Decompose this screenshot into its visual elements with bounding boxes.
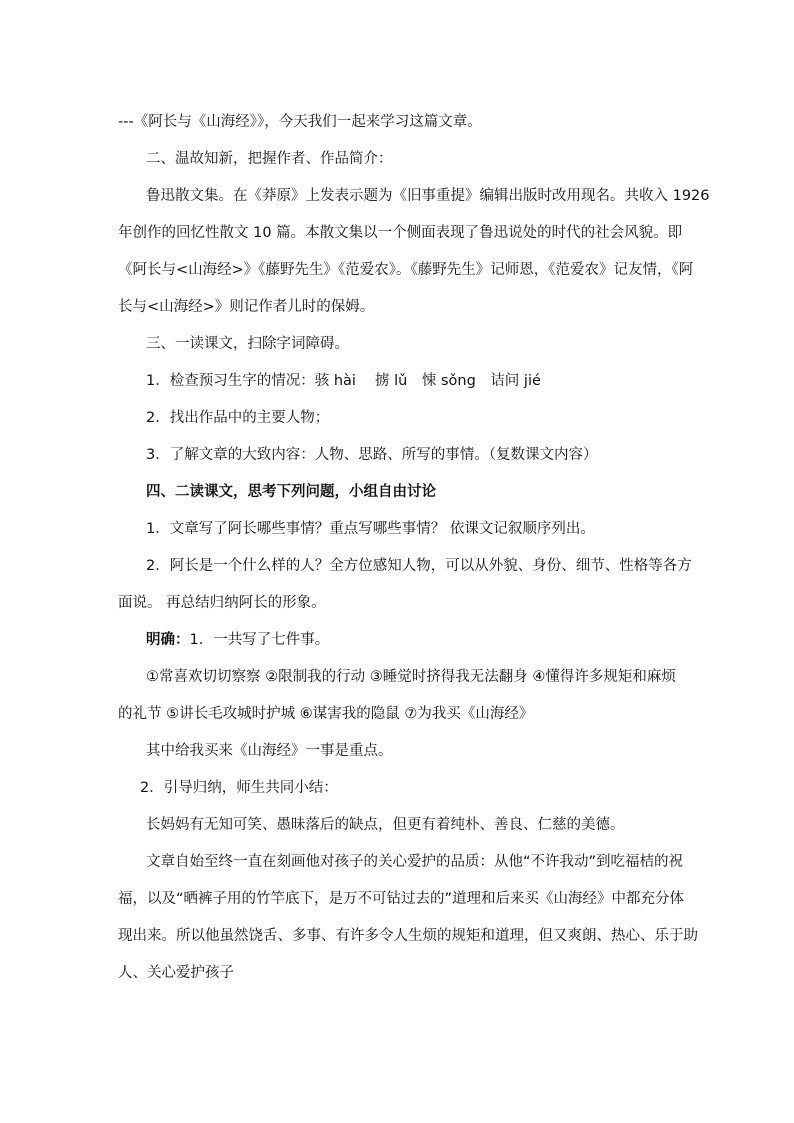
collection-intro-line-1: 鲁迅散文集。在《莽原》上发表示题为《旧事重提》编辑出版时改用现名。共收入 1926: [146, 188, 710, 204]
section-2-heading: 二、温故知新，把握作者、作品简介：: [146, 151, 393, 167]
events-list-line-1: ①常喜欢切切察察 ②限制我的行动 ③睡觉时挤得我无法翻身 ④懂得许多规矩和麻烦: [146, 669, 676, 685]
question-2-line-1: 2．阿长是一个什么样的人？全方位感知人物，可以从外貌、身份、细节、性格等各方: [146, 558, 692, 574]
answer-1-line: [146, 630, 329, 650]
collection-intro-line-2: 年创作的回忆性散文 10 篇。本散文集以一个侧面表现了鲁迅说处的时代的社会风貌。即: [118, 225, 683, 241]
summary-line-1: 长妈妈有无知可笑、愚昧落后的缺点，但更有着纯朴、善良、仁慈的美德。: [146, 817, 625, 833]
section-3-heading: 三、一读课文，扫除字词障碍。: [146, 336, 349, 352]
summary-line-3: 福，以及“晒裤子用的竹竿底下，是万不可钻过去的”道理和后来买《山海经》中都充分体: [118, 891, 685, 907]
content-item: 3．了解文章的大致内容：人物、思路、所写的事情。（复数课文内容）: [146, 447, 598, 463]
summary-line-4: 现出来。所以他虽然饶舌、多事、有许多令人生烦的规矩和道理，但又爽朗、热心、乐于助: [118, 928, 698, 944]
intro-line: ---《阿长与《山海经》》，今天我们一起来学习这篇文章。: [118, 114, 482, 130]
summary-line-2: 文章自始至终一直在刻画他对孩子的关心爱护的品质：从他“不许我动”到吃福桔的祝: [146, 854, 684, 870]
mingque-label: 明确：: [146, 632, 190, 648]
answer-1-text: 1．一共写了七件事。: [189, 632, 330, 648]
section-4-heading: 四、二读课文，思考下列问题，小组自由讨论: [146, 484, 436, 500]
characters-item: 2．找出作品中的主要人物；: [146, 410, 330, 426]
summary-line-5: 人、关心爱护孩子: [118, 965, 234, 981]
events-list-line-2: 的礼节 ⑤讲长毛攻城时护城 ⑥谋害我的隐鼠 ⑦为我买《山海经》: [118, 706, 534, 722]
question-1: 1．文章写了阿长哪些事情？重点写哪些事情？ 依课文记叙顺序列出。: [146, 521, 595, 537]
question-2-line-2: 面说。 再总结归纳阿长的形象。: [118, 595, 326, 611]
collection-intro-line-4: 长与<山海经>》则记作者儿时的保姆。: [118, 299, 375, 315]
answer-2-heading: 2．引导归纳，师生共同小结：: [140, 780, 338, 796]
key-event-line: 其中给我买来《山海经》一事是重点。: [146, 743, 393, 759]
vocab-item: 1．检查预习生字的情况：骇 hài 掳 lǔ 悚 sǒng 诘问 jié: [146, 373, 541, 389]
collection-intro-line-3: 《阿长与<山海经>》《藤野先生》《范爱农》。《藤野先生》记师恩，《范爱农》记友情，《阿: [118, 262, 694, 278]
